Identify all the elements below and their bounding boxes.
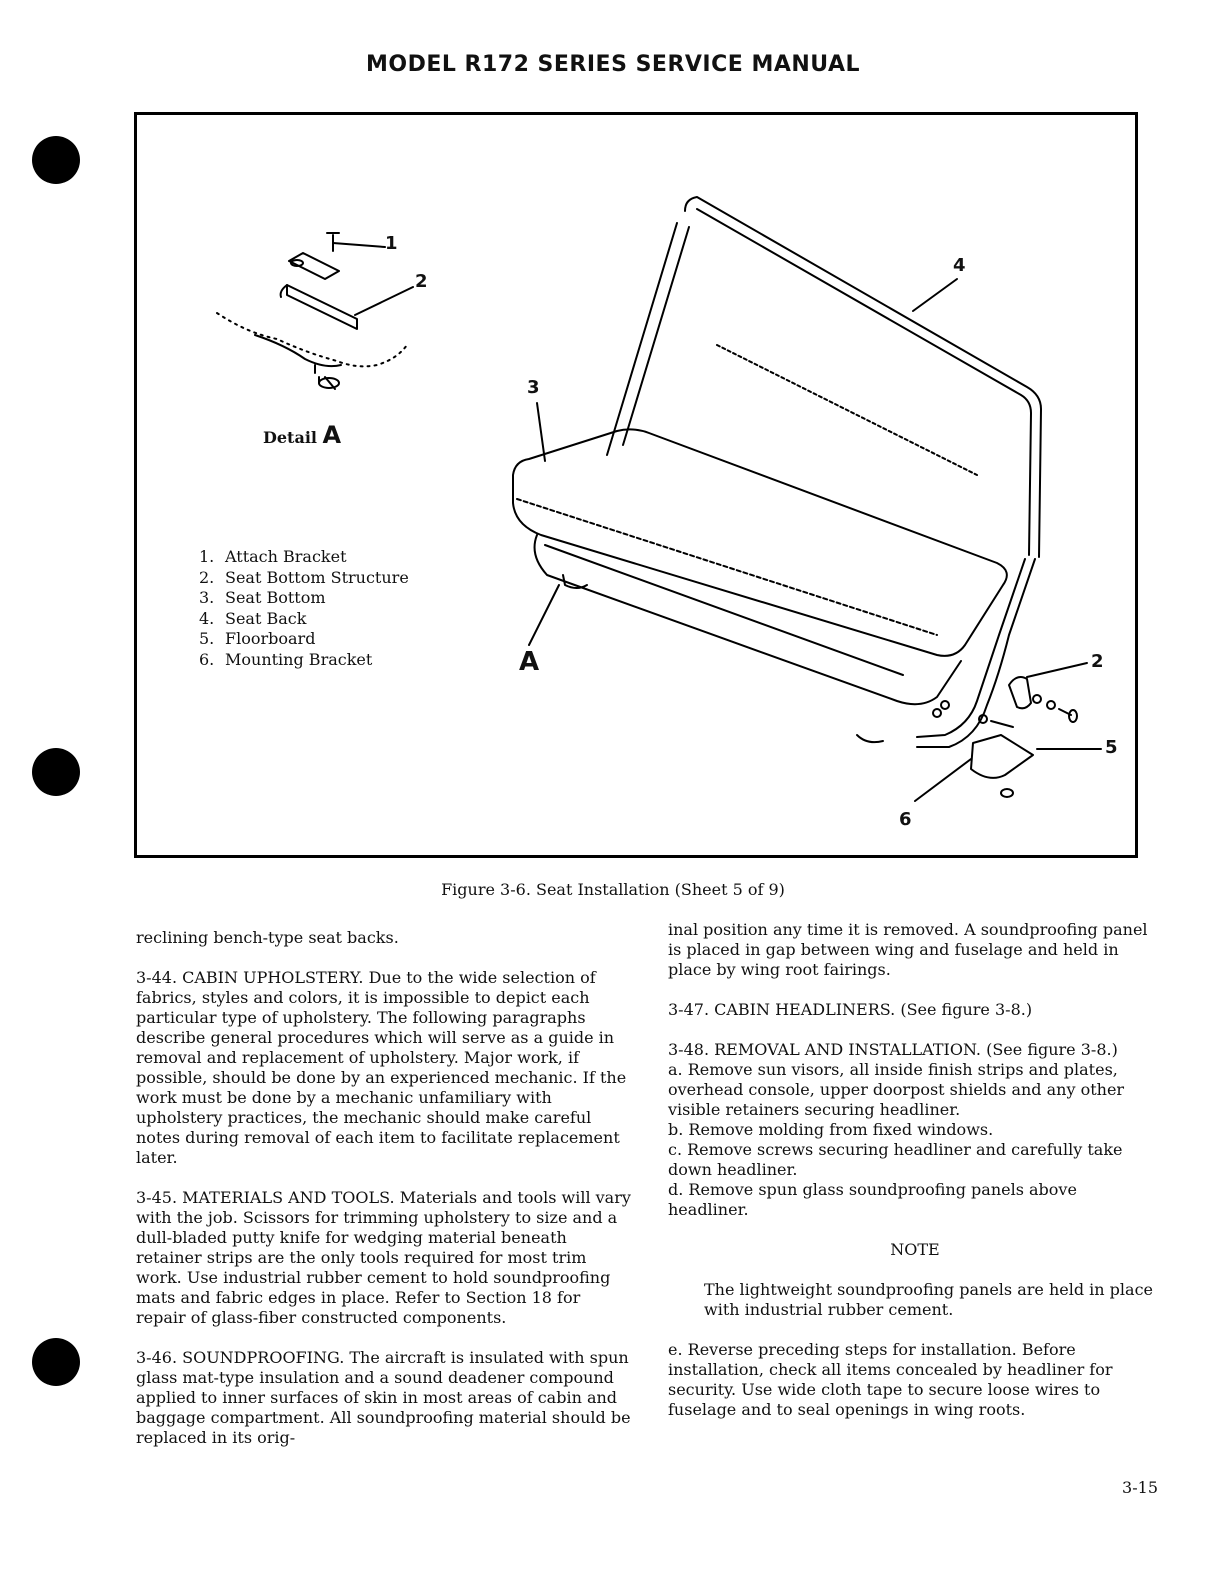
punch-hole-top xyxy=(32,136,80,184)
legend-number: 1. xyxy=(199,547,215,566)
legend-text: Seat Bottom xyxy=(225,588,326,607)
page-header: MODEL R172 SERIES SERVICE MANUAL xyxy=(365,52,861,77)
figure-legend xyxy=(199,547,409,670)
note-title: NOTE xyxy=(890,1240,940,1259)
callout-6: 6 xyxy=(899,809,912,830)
paragraph-seat-backs: reclining bench-type seat backs. xyxy=(136,928,399,947)
right-bracket xyxy=(933,677,1077,797)
seat-bottom xyxy=(513,429,1007,704)
legend-number: 6. xyxy=(199,649,215,669)
seat-back xyxy=(607,197,1041,557)
legend-item xyxy=(199,568,409,589)
paragraph-soundproofing-cont: inal position any time it is removed. A soundproofing panel is placed in gap between wing and fuselage and held in place by wing root fairings. xyxy=(668,920,1148,979)
callout-3: 3 xyxy=(527,377,540,398)
detail-a-label xyxy=(263,421,341,449)
paragraph-3-46: 3-46. SOUNDPROOFING. The aircraft is insulated with spun glass mat-type insulation and a sound deadener compound applied to inner surfaces of skin in most areas of cabin and baggage compartment. All soundproofing material should be replaced in its orig- xyxy=(136,1348,631,1447)
legend-item xyxy=(199,588,409,609)
legend-number: 5. xyxy=(199,629,215,648)
legend-text: Seat Back xyxy=(225,608,307,628)
callout-5: 5 xyxy=(1105,737,1118,758)
legend-number: 2. xyxy=(199,567,215,587)
legend-text: Seat Bottom Structure xyxy=(225,567,409,587)
legend-item xyxy=(199,650,409,671)
legend-number: 3. xyxy=(199,588,215,607)
detail-label-letter: A xyxy=(322,421,342,449)
step-a: a. Remove sun visors, all inside finish strips and plates, overhead console, upper doorpost shields and any other visible retainers securing headliner. xyxy=(668,1060,1125,1119)
figure-caption: Figure 3-6. Seat Installation (Sheet 5 of 9) xyxy=(441,880,785,899)
page-number: 3-15 xyxy=(1122,1478,1158,1497)
legend-text: Mounting Bracket xyxy=(225,649,373,669)
figure-frame xyxy=(134,112,1138,858)
seat-illustration xyxy=(137,115,1135,855)
left-column xyxy=(136,920,631,1468)
section-3-48 xyxy=(668,1040,1162,1220)
callout-1: 1 xyxy=(385,233,398,254)
punch-hole-middle xyxy=(32,748,80,796)
detail-a-sketch xyxy=(217,233,407,389)
legend-text: Floorboard xyxy=(225,629,316,648)
right-column xyxy=(668,920,1162,1440)
callout-2-detail: 2 xyxy=(415,271,428,292)
detail-label-text: Detail xyxy=(263,428,317,447)
callout-4: 4 xyxy=(953,255,966,276)
step-d: d. Remove spun glass soundproofing panels above headliner. xyxy=(668,1180,1077,1219)
legend-number: 4. xyxy=(199,608,215,628)
legend-text: Attach Bracket xyxy=(225,547,347,566)
punch-hole-bottom xyxy=(32,1338,80,1386)
legend-item xyxy=(199,609,409,630)
legend-item xyxy=(199,629,409,650)
legend-item xyxy=(199,547,409,568)
seat-frame xyxy=(563,559,1035,747)
step-e: e. Reverse preceding steps for installation. Before installation, check all items concealed by headliner for security. Use wide cloth tape to secure loose wires to fuselage and to seal openings in wing roots. xyxy=(668,1340,1113,1419)
paragraph-3-48: 3-48. REMOVAL AND INSTALLATION. (See figure 3-8.) xyxy=(668,1040,1118,1059)
paragraph-3-44: 3-44. CABIN UPHOLSTERY. Due to the wide selection of fabrics, styles and colors, it is impossible to depict each particular type of upholstery. The following paragraphs describe general procedures which will serve as a guide in removal and replacement of upholstery. Major work, if possible, should be done by an experienced mechanic. If the work must be done by a mechanic unfamiliary with upholstery practices, the mechanic should make careful notes during removal of each item to facilitate replacement later. xyxy=(136,968,627,1167)
paragraph-3-45: 3-45. MATERIALS AND TOOLS. Materials and tools will vary with the job. Scissors for trimming upholstery to size and a dull-bladed putty knife for wedging material beneath retainer strips are the only tools required for most trim work. Use industrial rubber cement to hold soundproofing mats and fabric edges in place. Refer to Section 18 for repair of glass-fiber constructed components. xyxy=(136,1188,631,1327)
step-c: c. Remove screws securing headliner and carefully take down headliner. xyxy=(668,1140,1123,1179)
callout-a: A xyxy=(519,647,540,677)
paragraph-3-47: 3-47. CABIN HEADLINERS. (See figure 3-8.) xyxy=(668,1000,1033,1019)
step-b: b. Remove molding from fixed windows. xyxy=(668,1120,994,1139)
note-body: The lightweight soundproofing panels are held in place with industrial rubber cement. xyxy=(704,1280,1154,1319)
callout-2-main: 2 xyxy=(1091,651,1104,672)
